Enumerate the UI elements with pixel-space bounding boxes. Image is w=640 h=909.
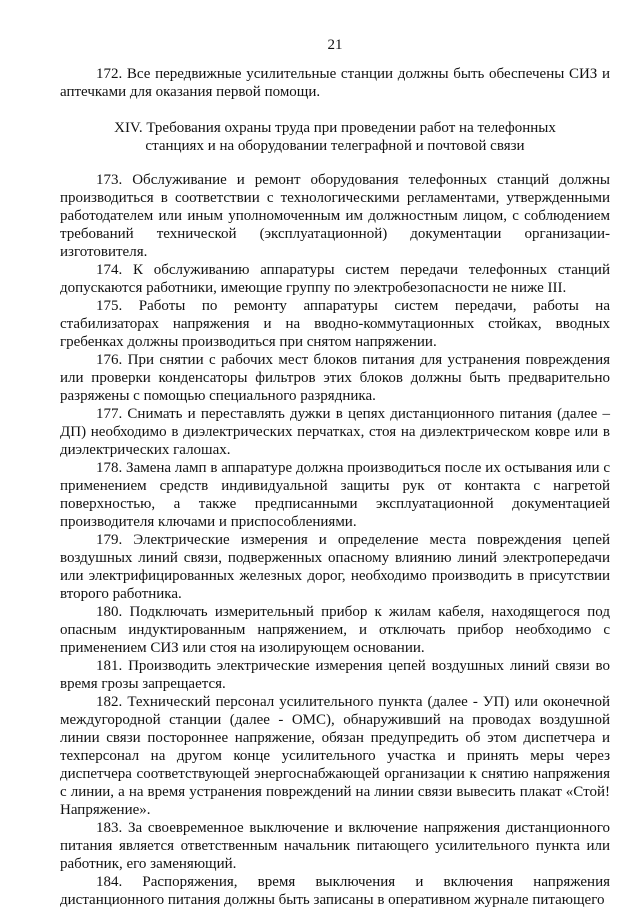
paragraph-179: 179. Электрические измерения и определение места повреждения цепей воздушных линий связи, подверженных опасному влиянию линий электропередачи или электрифицированных железных дорог, необходимо производить в присутствии второго работника.	[60, 532, 610, 602]
page-number: 21	[327, 37, 343, 53]
paragraph-183: 183. За своевременное выключение и включение напряжения дистанционного питания является ответственным начальник питающего усилительного пункта или работник, его заменяющий.	[60, 820, 610, 872]
section-heading-line-1: XIV. Требования охраны труда при проведении работ на телефонных	[114, 120, 556, 136]
paragraph-184: 184. Распоряжения, время выключения и включения напряжения дистанционного питания должны быть записаны в оперативном журнале питающего	[60, 874, 610, 908]
paragraph-180: 180. Подключать измерительный прибор к жилам кабеля, находящегося под опасным индуктированным напряжением, и отключать прибор необходимо с применением СИЗ или стоя на изолирующем основании.	[60, 604, 610, 656]
section-heading-line-2: станциях и на оборудовании телеграфной и почтовой связи	[145, 138, 525, 154]
paragraph-175: 175. Работы по ремонту аппаратуры систем передачи, работы на стабилизаторах напряжения и на вводно-коммутационных стойках, вводных гребенках должны производиться при снятом напряжении.	[60, 298, 610, 350]
paragraph-178: 178. Замена ламп в аппаратуре должна производиться после их остывания или с применением средств индивидуальной защиты рук от контакта с нагретой поверхностью, а также предписанными эксплуатационной документацией производителя ключами и приспособлениями.	[60, 460, 610, 530]
document-body	[60, 65, 610, 909]
paragraph-181: 181. Производить электрические измерения цепей воздушных линий связи во время грозы запрещается.	[60, 658, 610, 692]
paragraph-174: 174. К обслуживанию аппаратуры систем передачи телефонных станций допускаются работники, имеющие группу по электробезопасности не ниже III.	[60, 262, 610, 296]
paragraph-176: 176. При снятии с рабочих мест блоков питания для устранения повреждения или проверки конденсаторы фильтров этих блоков должны быть предварительно разряжены с помощью специального разрядника.	[60, 352, 610, 404]
paragraph-177: 177. Снимать и переставлять дужки в цепях дистанционного питания (далее – ДП) необходимо в диэлектрических перчатках, стоя на диэлектрическом ковре или в диэлектрических галошах.	[60, 406, 610, 458]
paragraph-172: 172. Все передвижные усилительные станции должны быть обеспечены СИЗ и аптечками для оказания первой помощи.	[60, 66, 610, 100]
paragraph-182: 182. Технический персонал усилительного пункта (далее - УП) или оконечной междугородной станции (далее - ОМС), обнаруживший на проводах воздушной линии связи постороннее напряжение, обязан предупредить об этом диспетчера и техперсонал на другом конце усилительного участка и принять меры через диспетчера соответствующей энергоснабжающей организации к снятию напряжения с линии, а на время устранения повреждений на линии связи вывесить плакат «Стой! Напряжение».	[60, 694, 610, 818]
paragraph-173: 173. Обслуживание и ремонт оборудования телефонных станций должны производиться в соответствии с технологическими регламентами, утвержденными работодателем или иным уполномоченным им должностным лицом, с соблюдением требований технической (эксплуатационной) документации организации-изготовителя.	[60, 172, 610, 260]
section-heading	[60, 119, 610, 155]
